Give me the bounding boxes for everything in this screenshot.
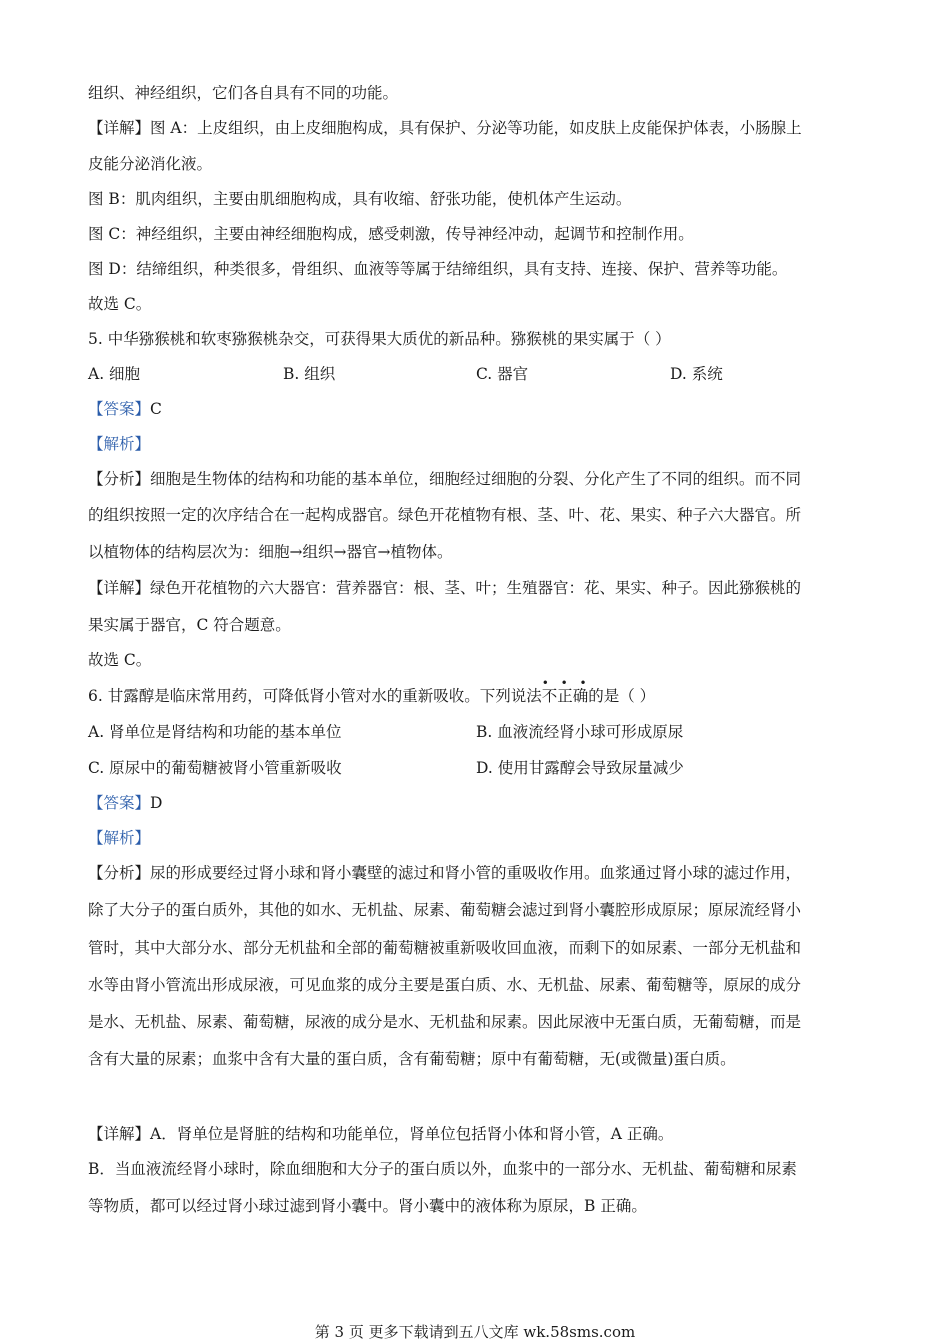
answer-value: C [150, 400, 162, 418]
question-6 [88, 676, 868, 707]
text-line: B．当血液流经肾小球时，除血细胞和大分子的蛋白质以外，血浆中的一部分水、无机盐、葡萄糖和尿素 [88, 1160, 797, 1178]
q5-option-d: D. 系统 [670, 365, 723, 383]
text-line: 图 B：肌肉组织，主要由肌细胞构成，具有收缩、舒张功能，使机体产生运动。 [88, 190, 632, 208]
text-line: 图 D：结缔组织，种类很多，骨组织、血液等等属于结缔组织，具有支持、连接、保护、营养等功能。 [88, 260, 788, 278]
answer-value: D [150, 794, 163, 812]
text-line: 是水、无机盐、尿素、葡萄糖，尿液的成分是水、无机盐和尿素。因此尿液中无蛋白质，无葡萄糖，而是 [88, 1013, 802, 1031]
text-line: 除了大分子的蛋白质外，其他的如水、无机盐、尿素、葡萄糖会滤过到肾小囊腔形成原尿；原尿流经肾小 [88, 901, 802, 919]
text-line: 【详解】图 A：上皮组织，由上皮细胞构成，具有保护、分泌等功能，如皮肤上皮能保护体表，小肠腺上 [88, 119, 802, 137]
answer-label: 【答案】 [88, 400, 151, 418]
q6-emphasis-text: 不正确 [541, 687, 589, 705]
emphasis-dots: • • • [541, 676, 591, 690]
q6-answer [88, 792, 868, 814]
question-5: 5. 中华猕猴桃和软枣猕猴桃杂交，可获得果大质优的新品种。猕猴桃的果实属于（ ） [88, 330, 671, 348]
q5-answer [88, 398, 868, 420]
q6-emphasis [541, 676, 591, 705]
text-line: 的组织按照一定的次序结合在一起构成器官。绿色开花植物有根、茎、叶、花、果实、种子六大器官。所 [88, 506, 802, 524]
text-line: 故选 C。 [88, 651, 152, 669]
text-line: 【详解】A．肾单位是肾脏的结构和功能单位，肾单位包括肾小体和肾小管，A 正确。 [88, 1125, 674, 1143]
text-line: 含有大量的尿素；血浆中含有大量的蛋白质，含有葡萄糖；原中有葡萄糖，无(或微量)蛋白质。 [88, 1050, 736, 1068]
text-line: 【分析】尿的形成要经过肾小球和肾小囊壁的滤过和肾小管的重吸收作用。血浆通过肾小球的滤过作用， [88, 864, 802, 882]
q5-option-c: C. 器官 [476, 365, 529, 383]
q5-jiexi-label: 【解析】 [88, 435, 151, 453]
text-line: 等物质，都可以经过肾小球过滤到肾小囊中。肾小囊中的液体称为原尿，B 正确。 [88, 1197, 647, 1215]
text-line: 【详解】绿色开花植物的六大器官：营养器官：根、茎、叶；生殖器官：花、果实、种子。因此猕猴桃的 [88, 579, 802, 597]
text-line: 以植物体的结构层次为：细胞→组织→器官→植物体。 [88, 543, 453, 561]
text-line: 管时，其中大部分水、部分无机盐和全部的葡萄糖被重新吸收回血液，而剩下的如尿素、一部分无机盐和 [88, 939, 802, 957]
q6-jiexi-label: 【解析】 [88, 829, 151, 847]
q6-stem-pre: 6. 甘露醇是临床常用药，可降低肾小管对水的重新吸收。下列说法 [88, 687, 542, 705]
q5-option-a: A. 细胞 [88, 365, 141, 383]
page-footer: 第 3 页 更多下载请到五八文库 wk.58sms.com [314, 1323, 636, 1341]
text-line: 【分析】细胞是生物体的结构和功能的基本单位，细胞经过细胞的分裂、分化产生了不同的组织。而不同 [88, 470, 802, 488]
q6-option-a: A. 肾单位是肾结构和功能的基本单位 [88, 723, 342, 741]
text-line: 故选 C。 [88, 295, 152, 313]
q6-stem-post: 的是（ ） [588, 687, 656, 705]
text-line: 皮能分泌消化液。 [88, 155, 213, 173]
q6-option-d: D. 使用甘露醇会导致尿量减少 [476, 759, 684, 777]
text-line: 果实属于器官，C 符合题意。 [88, 616, 291, 634]
q5-option-b: B. 组织 [283, 365, 336, 383]
text-line: 图 C：神经组织，主要由神经细胞构成，感受刺激，传导神经冲动，起调节和控制作用。 [88, 225, 694, 243]
text-line: 组织、神经组织，它们各自具有不同的功能。 [88, 84, 399, 102]
q6-option-b: B. 血液流经肾小球可形成原尿 [476, 723, 684, 741]
answer-label: 【答案】 [88, 794, 151, 812]
text-line: 水等由肾小管流出形成尿液，可见血浆的成分主要是蛋白质、水、无机盐、尿素、葡萄糖等，原尿的成分 [88, 976, 802, 994]
q6-option-c: C. 原尿中的葡萄糖被肾小管重新吸收 [88, 759, 342, 777]
